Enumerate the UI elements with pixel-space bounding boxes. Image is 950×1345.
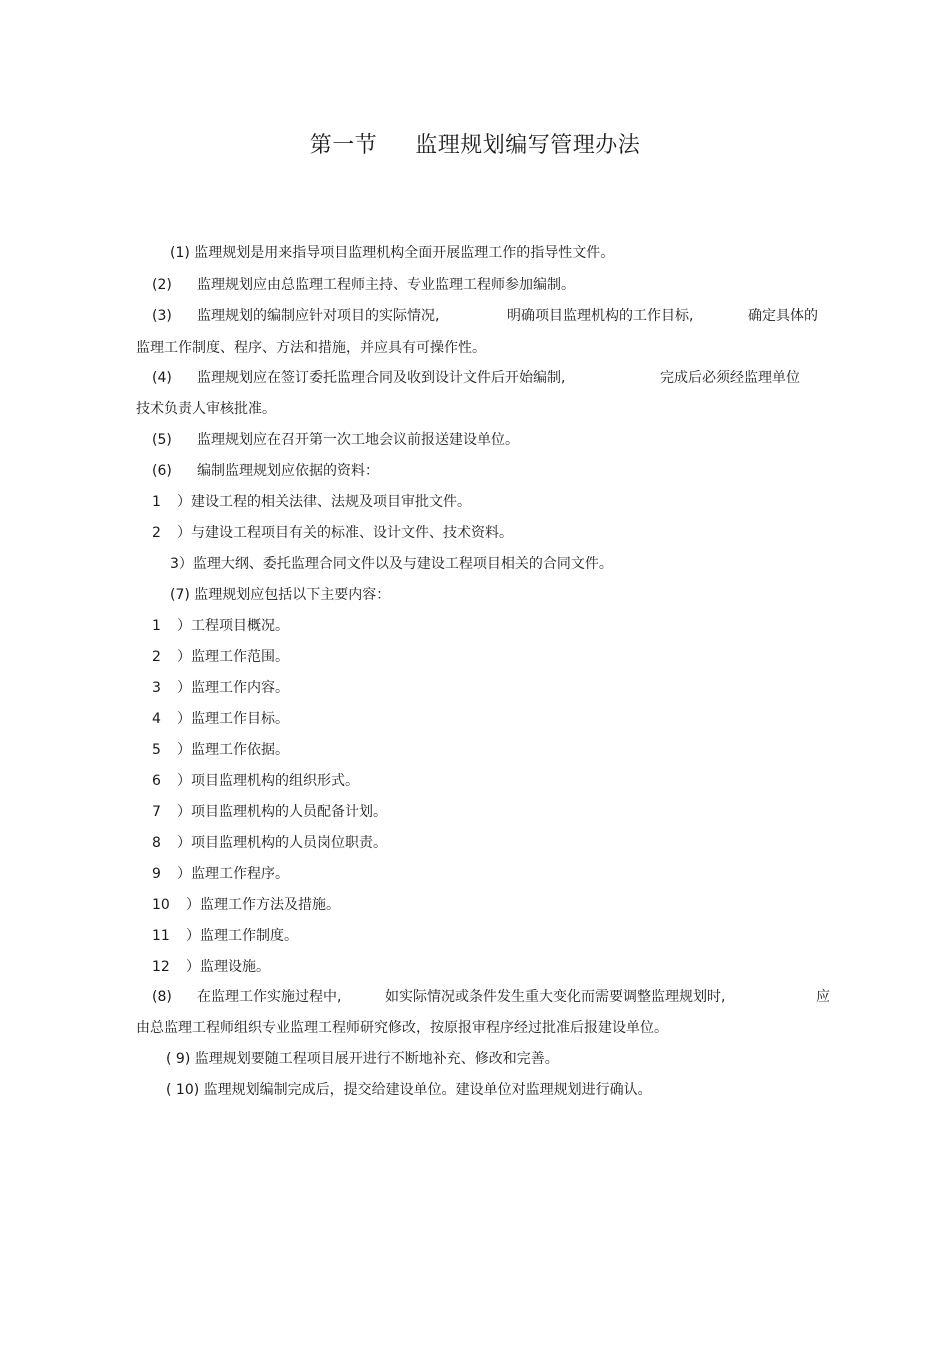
clause-8-number: (8) [152, 989, 172, 1005]
clause-10: ( 10) 监理规划编制完成后，提交给建设单位。建设单位对监理规划进行确认。 [166, 1082, 652, 1098]
list-item-number: 9 [152, 866, 161, 882]
list-item-text: ）监理工作方法及措施。 [186, 897, 340, 913]
page-title [0, 128, 950, 159]
list-item-number: 6 [152, 773, 161, 789]
list-item-number: 12 [152, 959, 170, 975]
list-item-number: 4 [152, 711, 161, 727]
list-item-text: ）监理工作程序。 [177, 866, 289, 882]
list-item [152, 803, 387, 821]
list-item [152, 741, 289, 759]
list-item [152, 772, 359, 790]
list-item [152, 958, 270, 976]
clause-9: ( 9) 监理规划要随工程项目展开进行不断地补充、修改和完善。 [166, 1051, 559, 1067]
clause-3 [152, 307, 818, 325]
list-item-number: 2 [152, 525, 161, 541]
list-item-number: 1 [152, 494, 161, 510]
clause-3-part-c: 确定具体的 [748, 308, 818, 324]
list-item [152, 865, 289, 883]
clause-5-text: 监理规划应在召开第一次工地会议前报送建设单位。 [197, 432, 519, 448]
clause-1: (1) 监理规划是用来指导项目监理机构全面开展监理工作的指导性文件。 [170, 245, 615, 261]
list-item-text: ）工程项目概况。 [177, 618, 289, 634]
clause-3-part-a: 监理规划的编制应针对项目的实际情况, [197, 308, 440, 324]
list-item-text: ）与建设工程项目有关的标准、设计文件、技术资料。 [177, 525, 513, 541]
clause-6 [152, 462, 379, 480]
title-section: 第一节 [309, 133, 378, 158]
title-text: 监理规划编写管理办法 [415, 133, 641, 158]
list-item-number: 2 [152, 649, 161, 665]
clause-6-number: (6) [152, 463, 172, 479]
clause-5 [152, 431, 519, 449]
clause-4-continuation: 技术负责人审核批准。 [136, 401, 276, 417]
clause-7: (7) 监理规划应包括以下主要内容： [170, 587, 391, 603]
clause-3-continuation: 监理工作制度、程序、方法和措施，并应具有可操作性。 [136, 340, 486, 356]
list-item [152, 617, 289, 635]
list-item [152, 493, 471, 511]
list-item-number: 5 [152, 742, 161, 758]
clause-4-part-b: 完成后必须经监理单位 [660, 370, 800, 386]
clause-3-number: (3) [152, 308, 172, 324]
clause-6-text: 编制监理规划应依据的资料： [197, 463, 379, 479]
list-item-text: ）监理工作制度。 [186, 928, 298, 944]
list-item [152, 679, 289, 697]
clause-8-part-b: 如实际情况或条件发生重大变化而需要调整监理规划时, [385, 989, 726, 1005]
clause-8-part-a: 在监理工作实施过程中, [197, 989, 342, 1005]
list-item [152, 710, 289, 728]
clause-2-text: 监理规划应由总监理工程师主持、专业监理工程师参加编制。 [197, 277, 575, 293]
list-item-text: ）项目监理机构的人员岗位职责。 [177, 835, 387, 851]
list-item-text: ）监理工作范围。 [177, 649, 289, 665]
list-item-number: 10 [152, 897, 170, 913]
clause-8 [152, 988, 830, 1006]
list-item: 3）监理大纲、委托监理合同文件以及与建设工程项目相关的合同文件。 [170, 556, 613, 572]
list-item-text: ）监理设施。 [186, 959, 270, 975]
list-item-text: ）监理工作内容。 [177, 680, 289, 696]
list-item-text: ）监理工作依据。 [177, 742, 289, 758]
list-item-text: ）项目监理机构的人员配备计划。 [177, 804, 387, 820]
clause-4 [152, 369, 800, 387]
clause-3-part-b: 明确项目监理机构的工作目标, [507, 308, 694, 324]
list-item [152, 524, 513, 542]
list-item-number: 11 [152, 928, 170, 944]
list-item-number: 3 [152, 680, 161, 696]
clause-2-number: (2) [152, 277, 172, 293]
list-item [152, 896, 340, 914]
clause-5-number: (5) [152, 432, 172, 448]
clause-8-part-c: 应 [816, 989, 830, 1005]
list-item [152, 648, 289, 666]
clause-8-continuation: 由总监理工程师组织专业监理工程师研究修改，按原报审程序经过批准后报建设单位。 [136, 1020, 668, 1036]
clause-4-number: (4) [152, 370, 172, 386]
clause-4-part-a: 监理规划应在签订委托监理合同及收到设计文件后开始编制, [197, 370, 566, 386]
list-item [152, 927, 298, 945]
list-item-number: 8 [152, 835, 161, 851]
list-item [152, 834, 387, 852]
list-item-number: 7 [152, 804, 161, 820]
list-item-number: 1 [152, 618, 161, 634]
list-item-text: ）建设工程的相关法律、法规及项目审批文件。 [177, 494, 471, 510]
clause-2 [152, 276, 575, 294]
list-item-text: ）项目监理机构的组织形式。 [177, 773, 359, 789]
list-item-text: ）监理工作目标。 [177, 711, 289, 727]
